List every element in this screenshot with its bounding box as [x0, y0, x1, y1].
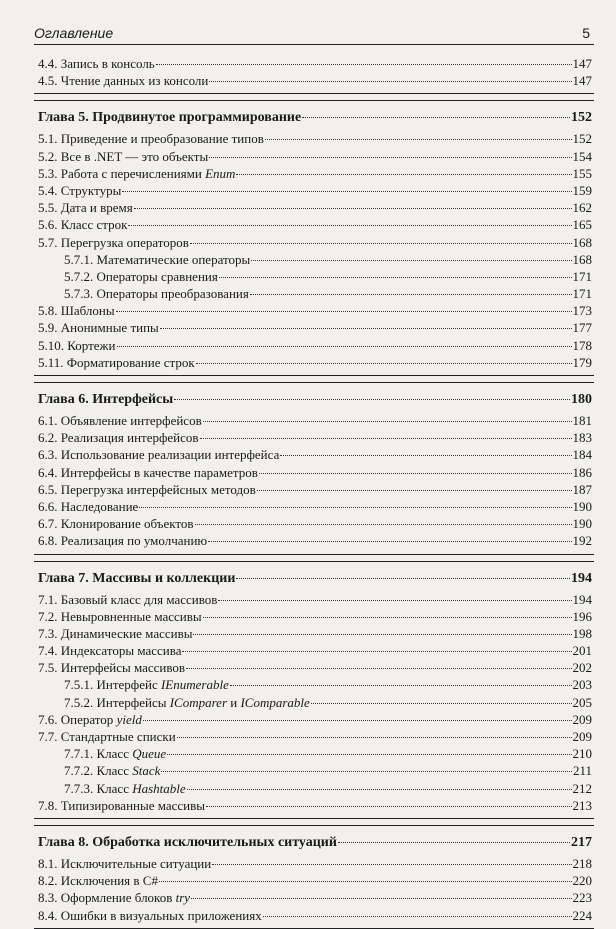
entry-number: 7.7.3.	[64, 780, 94, 796]
entry-page: 202	[572, 660, 592, 676]
entry-label	[34, 591, 217, 608]
entry-label	[34, 762, 160, 779]
entry-number: 7.8.	[38, 797, 58, 813]
entry-label	[34, 481, 256, 498]
entry-title: Чтение данных из консоли	[60, 73, 209, 89]
entry-title-code: IComparer	[169, 694, 227, 710]
entry-title-code: Queue	[132, 746, 167, 762]
entry-title: Базовый класс для массивов	[60, 591, 218, 607]
chapter-block	[34, 100, 594, 376]
entry-number: 4.5.	[38, 73, 58, 89]
leader-dots	[128, 225, 571, 226]
entry-page: 194	[572, 591, 592, 607]
entry-title: Интерфейсы в качестве параметров	[60, 464, 258, 480]
entry-number: 4.4.	[38, 56, 58, 71]
chapter-title: Глава 8. Обработка исключительных ситуаций	[38, 834, 337, 850]
toc-section-entry[interactable]	[34, 354, 594, 371]
entry-title: Интерфейс	[96, 677, 161, 693]
leader-dots	[134, 208, 572, 209]
chapter-heading[interactable]	[34, 568, 594, 590]
entry-title: Шаблоны	[60, 303, 115, 319]
entry-number: 7.6.	[38, 711, 58, 727]
toc-section-entry[interactable]	[34, 148, 594, 165]
entry-page: 155	[572, 165, 592, 181]
entry-page: 178	[572, 337, 592, 353]
chapter-page: 194	[571, 570, 592, 586]
entry-number: 5.2.	[38, 148, 58, 164]
chapter-page: 217	[571, 834, 592, 850]
leader-dots	[191, 898, 571, 899]
entry-title: Исключения в C#	[60, 873, 158, 889]
leader-dots	[186, 668, 571, 669]
leader-dots	[187, 789, 572, 790]
leader-dots	[143, 720, 572, 721]
entry-title: Перегрузка операторов	[60, 234, 189, 250]
toc-section-entry[interactable]	[34, 337, 594, 354]
entry-page: 203	[572, 677, 592, 693]
entry-page: 213	[572, 797, 592, 813]
leader-dots	[208, 541, 571, 542]
entry-page: 223	[572, 890, 592, 906]
toc-section-entry[interactable]	[34, 855, 594, 872]
toc-section-entry[interactable]	[34, 797, 594, 814]
entry-label	[34, 625, 192, 642]
leader-dots	[209, 157, 571, 158]
toc-subsection-entry[interactable]	[34, 780, 594, 797]
entry-number: 5.11.	[38, 354, 64, 370]
entry-page: 198	[572, 625, 592, 641]
entry-label	[34, 464, 258, 481]
entry-page: 171	[572, 268, 592, 284]
leader-dots	[156, 64, 572, 65]
entry-page: 183	[572, 430, 592, 446]
entry-title: Индексаторы массива	[60, 643, 182, 659]
entry-title: Исключительные ситуации	[60, 855, 212, 871]
toc-section-entry[interactable]	[34, 464, 594, 481]
entry-number: 7.3.	[38, 625, 58, 641]
chapter-heading[interactable]	[34, 389, 594, 411]
entry-label	[34, 285, 249, 302]
chapter-title: Глава 6. Интерфейсы	[38, 392, 174, 407]
toc-subsection-entry[interactable]	[34, 745, 594, 762]
leader-dots	[190, 243, 572, 244]
toc-section-entry[interactable]	[34, 481, 594, 498]
entry-title: Объявление интерфейсов	[60, 413, 202, 428]
toc-section-entry[interactable]	[34, 532, 594, 549]
entry-number: 7.5.	[38, 660, 58, 676]
entry-page: 212	[572, 780, 592, 796]
header-title: Оглавление	[34, 25, 114, 41]
entry-label	[34, 234, 189, 251]
entry-page: 211	[572, 763, 592, 779]
leader-dots	[259, 473, 572, 474]
toc-section-entry[interactable]	[34, 72, 594, 89]
entry-number: 7.7.	[38, 729, 58, 744]
entry-label	[34, 268, 218, 285]
leader-dots	[250, 294, 572, 295]
entry-title: Форматирование строк	[66, 354, 195, 370]
entry-label	[34, 319, 159, 336]
entry-title: Работа с перечислениями	[60, 165, 206, 181]
toc-section-entry[interactable]	[34, 889, 594, 906]
entry-title-code: yield	[116, 711, 142, 727]
entry-title: Типизированные массивы	[60, 797, 206, 813]
entry-title: Реализация интерфейсов	[60, 430, 199, 446]
entry-title: Класс строк	[60, 217, 128, 233]
leader-dots	[182, 651, 571, 652]
entry-page: 201	[572, 643, 592, 659]
entry-page: 177	[572, 320, 592, 336]
toc-section-entry[interactable]	[34, 302, 594, 319]
leader-dots	[311, 703, 572, 704]
entry-number: 5.4.	[38, 182, 58, 198]
chapter-page: 180	[571, 392, 592, 407]
entry-page: 162	[572, 200, 592, 216]
entry-title: Операторы преобразования	[96, 286, 249, 302]
toc-section-entry[interactable]	[34, 55, 594, 72]
entry-number: 7.7.1.	[64, 746, 94, 762]
toc-section-entry[interactable]	[34, 515, 594, 532]
entry-page: 168	[572, 234, 592, 250]
entry-number: 6.5.	[38, 481, 58, 497]
leader-dots	[196, 363, 572, 364]
toc-section-entry[interactable]	[34, 446, 594, 463]
entry-title: Использование реализации интерфейса	[60, 447, 280, 463]
entry-label	[34, 889, 190, 906]
entry-title-code: Enum	[205, 165, 236, 181]
entry-page: 190	[572, 516, 592, 532]
entry-page: 171	[572, 286, 592, 302]
entry-number: 5.1.	[38, 131, 58, 147]
toc-subsection-entry[interactable]	[34, 694, 594, 711]
entry-number: 5.5.	[38, 200, 58, 216]
leader-dots	[206, 806, 571, 807]
leader-dots	[338, 842, 570, 843]
toc-subsection-entry[interactable]	[34, 762, 594, 779]
leader-dots	[139, 507, 571, 508]
entry-page: 173	[572, 303, 592, 319]
entry-label	[34, 199, 133, 216]
entry-title: Динамические массивы	[60, 625, 193, 641]
entry-page: 190	[572, 498, 592, 514]
entry-number: 7.1.	[38, 591, 58, 607]
entry-title: Стандартные списки	[60, 729, 176, 744]
entry-label	[34, 907, 262, 924]
entry-label	[34, 55, 155, 72]
leader-dots	[160, 328, 572, 329]
entry-title: Класс	[96, 746, 133, 762]
leader-dots	[251, 260, 571, 261]
leader-dots	[212, 864, 571, 865]
leader-dots	[257, 490, 572, 491]
entry-number: 5.7.3.	[64, 286, 94, 302]
toc-section-entry[interactable]	[34, 412, 594, 429]
entry-page: 186	[572, 464, 592, 480]
leader-dots	[265, 139, 572, 140]
entry-page: 147	[572, 73, 592, 89]
toc-section-entry[interactable]	[34, 216, 594, 233]
leader-dots	[219, 277, 572, 278]
toc-section-entry[interactable]	[34, 130, 594, 147]
entry-title: Кортежи	[67, 337, 116, 353]
entry-number: 8.2.	[38, 873, 58, 889]
toc-section-entry[interactable]	[34, 728, 594, 745]
toc-section-entry[interactable]	[34, 625, 594, 642]
entry-page: 210	[572, 746, 592, 762]
toc-section-entry[interactable]	[34, 907, 594, 924]
entry-page: 147	[572, 56, 592, 71]
entry-number: 5.8.	[38, 303, 58, 319]
entry-label	[34, 797, 205, 814]
leader-dots	[174, 399, 570, 400]
entry-number: 7.7.2.	[64, 763, 94, 779]
entry-page: 220	[572, 873, 592, 889]
entry-title: Класс	[96, 780, 133, 796]
entry-title-code: IComparable	[240, 694, 310, 710]
entry-title-code: try	[175, 890, 191, 906]
entry-number: 5.7.	[38, 234, 58, 250]
entry-title: Ошибки в визуальных приложениях	[60, 907, 262, 923]
entry-title: Приведение и преобразование типов	[60, 131, 264, 147]
entry-label	[34, 72, 208, 89]
entry-title: Запись в консоль	[60, 56, 155, 71]
leader-dots	[302, 117, 570, 118]
entry-label	[34, 608, 202, 625]
entry-number: 6.7.	[38, 516, 58, 532]
entry-label	[34, 182, 121, 199]
entry-label	[34, 676, 229, 693]
entry-label	[34, 711, 142, 728]
chapter-title: Глава 7. Массивы и коллекции	[38, 570, 236, 586]
toc-section-entry[interactable]	[34, 319, 594, 336]
toc-section-entry[interactable]	[34, 199, 594, 216]
entry-number: 7.5.1.	[64, 677, 94, 693]
toc-section-entry[interactable]	[34, 182, 594, 199]
toc-subsection-entry[interactable]	[34, 268, 594, 285]
entry-label	[34, 130, 264, 147]
entry-title: Дата и время	[60, 200, 133, 216]
leader-dots	[193, 634, 571, 635]
entry-title: Интерфейсы	[96, 694, 170, 710]
entry-title: Перегрузка интерфейсных методов	[60, 481, 256, 497]
leader-dots	[177, 737, 572, 738]
entry-page: 159	[572, 182, 592, 198]
leader-dots	[161, 771, 572, 772]
entry-label	[34, 446, 279, 463]
entry-number: 6.1.	[38, 413, 58, 428]
toc-section-entry[interactable]	[34, 872, 594, 889]
toc-subsection-entry[interactable]	[34, 676, 594, 693]
toc-subsection-entry[interactable]	[34, 251, 594, 268]
toc-section-entry[interactable]	[34, 608, 594, 625]
entry-label	[34, 165, 235, 182]
entry-number: 8.4.	[38, 907, 58, 923]
entry-page: 184	[572, 447, 592, 463]
entry-number: 7.2.	[38, 608, 58, 624]
leader-dots	[236, 174, 571, 175]
leader-dots	[209, 81, 571, 82]
entry-label	[34, 659, 185, 676]
leader-dots	[218, 600, 571, 601]
chapter-title: Глава 5. Продвинутое программирование	[38, 110, 302, 126]
section-continuation	[34, 55, 594, 94]
entry-page: 218	[572, 855, 592, 871]
entry-number: 5.3.	[38, 165, 58, 181]
entry-label	[34, 642, 181, 659]
entry-number: 6.8.	[38, 533, 58, 549]
entry-page: 205	[572, 694, 592, 710]
chapter-heading[interactable]	[34, 832, 594, 854]
entry-title: Все в .NET — это объекты	[60, 148, 209, 164]
entry-label	[34, 745, 166, 762]
toc-section-entry[interactable]	[34, 642, 594, 659]
entry-label	[34, 532, 207, 549]
entry-page: 168	[572, 251, 592, 267]
entry-number: 5.9.	[38, 320, 58, 336]
entry-number: 5.7.2.	[64, 268, 94, 284]
entry-label	[34, 354, 195, 371]
leader-dots	[203, 617, 572, 618]
entry-title-code: IEnumerable	[160, 677, 229, 693]
entry-page: 196	[572, 608, 592, 624]
entry-number: 8.3.	[38, 890, 58, 906]
entry-title: Класс	[96, 763, 133, 779]
entry-label	[34, 302, 115, 319]
header-page-number: 5	[582, 25, 590, 41]
entry-number: 7.4.	[38, 643, 58, 659]
entry-label	[34, 694, 310, 711]
entry-page: 224	[572, 907, 592, 923]
entry-title-code: Stack	[132, 763, 161, 779]
entry-title: Операторы сравнения	[96, 268, 218, 284]
toc-section-entry[interactable]	[34, 234, 594, 251]
chapter-block	[34, 561, 594, 819]
toc-section-entry[interactable]	[34, 498, 594, 515]
entry-label	[34, 216, 127, 233]
entry-title: Интерфейсы массивов	[60, 660, 186, 676]
leader-dots	[195, 524, 572, 525]
entry-label	[34, 872, 158, 889]
toc-section-entry[interactable]	[34, 591, 594, 608]
entry-number: 7.5.2.	[64, 694, 94, 710]
chapter-heading[interactable]	[34, 107, 594, 129]
entry-number: 6.3.	[38, 447, 58, 463]
leader-dots	[236, 578, 570, 579]
entry-title: Оформление блоков	[60, 890, 176, 906]
entry-title-code: Hashtable	[132, 780, 186, 796]
entry-title: Реализация по умолчанию	[60, 533, 208, 549]
entry-label	[34, 337, 116, 354]
entry-page: 209	[572, 729, 592, 744]
entry-title: Невыровненные массивы	[60, 608, 202, 624]
leader-dots	[230, 685, 572, 686]
entry-label	[34, 498, 138, 515]
entry-label	[34, 855, 211, 872]
leader-dots	[117, 346, 572, 347]
entry-page: 187	[572, 481, 592, 497]
entry-page: 181	[572, 413, 592, 428]
leader-dots	[122, 191, 571, 192]
entry-label	[34, 429, 199, 446]
entry-label	[34, 728, 176, 745]
leader-dots	[116, 311, 572, 312]
entry-title: Клонирование объектов	[60, 516, 194, 532]
entry-label	[34, 515, 194, 532]
entry-title: Анонимные типы	[60, 320, 159, 336]
entry-number: 5.6.	[38, 217, 58, 233]
entry-number: 5.7.1.	[64, 251, 94, 267]
entry-title-cont: и	[227, 694, 241, 710]
entry-title: Наследование	[60, 498, 139, 514]
entry-title: Математические операторы	[96, 251, 251, 267]
entry-number: 5.10.	[38, 337, 64, 353]
entry-number: 8.1.	[38, 855, 58, 871]
toc-section-entry[interactable]	[34, 165, 594, 182]
entry-page: 209	[572, 711, 592, 727]
entry-label	[34, 780, 186, 797]
entry-number: 6.4.	[38, 464, 58, 480]
leader-dots	[263, 916, 572, 917]
entry-page: 179	[572, 354, 592, 370]
entry-page: 154	[572, 148, 592, 164]
entry-label	[34, 412, 202, 429]
entry-page: 152	[572, 131, 592, 147]
running-header	[34, 24, 594, 45]
toc-section-entry[interactable]	[34, 711, 594, 728]
entry-label	[34, 148, 208, 165]
leader-dots	[159, 881, 572, 882]
table-of-contents	[34, 55, 594, 929]
toc-section-entry[interactable]	[34, 659, 594, 676]
toc-section-entry[interactable]	[34, 429, 594, 446]
entry-page: 165	[572, 217, 592, 233]
leader-dots	[280, 455, 571, 456]
entry-number: 6.6.	[38, 498, 58, 514]
chapter-block	[34, 382, 594, 555]
chapter-page: 152	[571, 110, 592, 126]
entry-page: 192	[572, 533, 592, 549]
entry-label	[34, 251, 250, 268]
entry-number: 6.2.	[38, 430, 58, 446]
chapter-block	[34, 825, 594, 929]
entry-title: Структуры	[60, 182, 122, 198]
leader-dots	[167, 754, 571, 755]
leader-dots	[200, 438, 572, 439]
entry-title: Оператор	[60, 711, 117, 727]
toc-subsection-entry[interactable]	[34, 285, 594, 302]
leader-dots	[203, 421, 572, 422]
